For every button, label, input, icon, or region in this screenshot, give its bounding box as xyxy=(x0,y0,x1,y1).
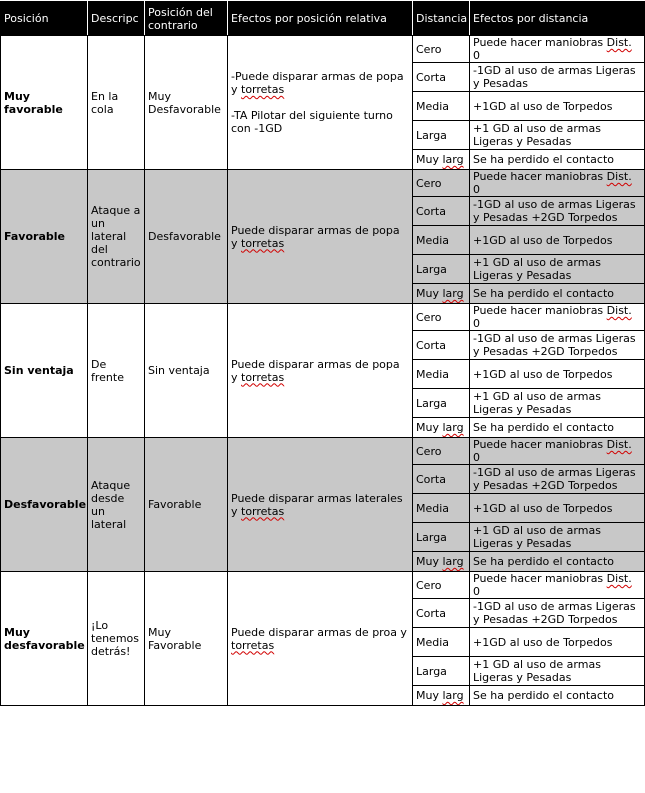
cell-descripcion: De frente xyxy=(88,304,145,438)
cell-posicion-contrario: Favorable xyxy=(145,438,228,572)
table-row xyxy=(1,36,645,63)
cell-efecto-distancia: Se ha perdido el contacto xyxy=(470,284,645,304)
efecto-text: Puede disparar armas de proa y torretas xyxy=(231,625,407,652)
cell-efectos-relativa xyxy=(228,438,413,572)
cell-efecto-distancia: -1GD al uso de armas Ligeras y Pesadas +2GD Torpedos xyxy=(470,331,645,360)
table-row xyxy=(1,170,645,197)
cell-distancia: Corta xyxy=(413,599,470,628)
cell-efecto-distancia: +1 GD al uso de armas Ligeras y Pesadas xyxy=(470,255,645,284)
cell-distancia: Muy larg xyxy=(413,418,470,438)
cell-distancia: Corta xyxy=(413,197,470,226)
cell-efecto-distancia: +1 GD al uso de armas Ligeras y Pesadas xyxy=(470,523,645,552)
cell-efecto-distancia: +1 GD al uso de armas Ligeras y Pesadas xyxy=(470,657,645,686)
header-efectos-relativa: Efectos por posición relativa xyxy=(228,2,413,36)
cell-efecto-distancia: -1GD al uso de armas Ligeras y Pesadas xyxy=(470,63,645,92)
table-row xyxy=(1,304,645,331)
cell-distancia: Cero xyxy=(413,36,470,63)
efecto-text: -Puede disparar armas de popa y torretas xyxy=(231,70,404,96)
cell-distancia: Cero xyxy=(413,304,470,331)
cell-descripcion: ¡Lo tenemos detrás! xyxy=(88,572,145,706)
cell-efecto-distancia: +1GD al uso de Torpedos xyxy=(470,92,645,121)
cell-efecto-distancia: +1GD al uso de Torpedos xyxy=(470,628,645,657)
cell-posicion-contrario: Desfavorable xyxy=(145,170,228,304)
cell-distancia: Larga xyxy=(413,657,470,686)
cell-distancia: Cero xyxy=(413,438,470,465)
cell-distancia: Corta xyxy=(413,465,470,494)
cell-efectos-relativa xyxy=(228,572,413,706)
cell-distancia: Muy larg xyxy=(413,686,470,706)
header-distancia: Distancia xyxy=(413,2,470,36)
cell-descripcion: Ataque desde un lateral xyxy=(88,438,145,572)
cell-efecto-distancia: Puede hacer maniobras Dist. 0 xyxy=(470,304,645,331)
cell-distancia: Media xyxy=(413,628,470,657)
cell-efecto-distancia: Puede hacer maniobras Dist. 0 xyxy=(470,572,645,599)
cell-descripcion: Ataque a un lateral del contrario xyxy=(88,170,145,304)
header-posicion: Posición xyxy=(1,2,88,36)
efecto-text: Puede disparar armas de popa y torretas xyxy=(231,223,400,250)
cell-distancia: Corta xyxy=(413,63,470,92)
cell-efecto-distancia: +1GD al uso de Torpedos xyxy=(470,360,645,389)
cell-distancia: Larga xyxy=(413,255,470,284)
cell-efecto-distancia: +1 GD al uso de armas Ligeras y Pesadas xyxy=(470,121,645,150)
cell-distancia: Larga xyxy=(413,121,470,150)
cell-efecto-distancia: Puede hacer maniobras Dist. 0 xyxy=(470,170,645,197)
cell-efecto-distancia: Se ha perdido el contacto xyxy=(470,552,645,572)
cell-efecto-distancia: Se ha perdido el contacto xyxy=(470,418,645,438)
cell-posicion: Sin ventaja xyxy=(1,304,88,438)
header-posicion-contrario: Posición del contrario xyxy=(145,2,228,36)
table-row xyxy=(1,438,645,465)
table-row xyxy=(1,572,645,599)
cell-posicion-contrario: Muy Favorable xyxy=(145,572,228,706)
cell-posicion-contrario: Sin ventaja xyxy=(145,304,228,438)
cell-distancia: Cero xyxy=(413,170,470,197)
cell-efecto-distancia: Puede hacer maniobras Dist. 0 xyxy=(470,36,645,63)
cell-posicion: Desfavorable xyxy=(1,438,88,572)
cell-distancia: Muy larg xyxy=(413,150,470,170)
cell-distancia: Media xyxy=(413,494,470,523)
cell-distancia: Larga xyxy=(413,389,470,418)
cell-efectos-relativa xyxy=(228,304,413,438)
header-efectos-distancia: Efectos por distancia xyxy=(470,2,645,36)
cell-descripcion: En la cola xyxy=(88,36,145,170)
header-row xyxy=(1,2,645,36)
header-descripcion: Descripc xyxy=(88,2,145,36)
cell-efecto-distancia: Se ha perdido el contacto xyxy=(470,686,645,706)
cell-efecto-distancia: -1GD al uso de armas Ligeras y Pesadas +2GD Torpedos xyxy=(470,197,645,226)
cell-distancia: Muy larg xyxy=(413,552,470,572)
cell-posicion: Muy desfavorable xyxy=(1,572,88,706)
cell-distancia: Larga xyxy=(413,523,470,552)
cell-efecto-distancia: +1GD al uso de Torpedos xyxy=(470,226,645,255)
cell-efecto-distancia: +1 GD al uso de armas Ligeras y Pesadas xyxy=(470,389,645,418)
cell-distancia: Media xyxy=(413,92,470,121)
cell-distancia: Media xyxy=(413,360,470,389)
cell-posicion-contrario: Muy Desfavorable xyxy=(145,36,228,170)
cell-efectos-relativa xyxy=(228,36,413,170)
efecto-text: Puede disparar armas de popa y torretas xyxy=(231,357,400,384)
cell-distancia: Muy larg xyxy=(413,284,470,304)
combat-position-table xyxy=(0,1,645,706)
efecto-text: Puede disparar armas laterales y torretas xyxy=(231,491,403,518)
cell-distancia: Cero xyxy=(413,572,470,599)
cell-efecto-distancia: Puede hacer maniobras Dist. 0 xyxy=(470,438,645,465)
cell-efecto-distancia: -1GD al uso de armas Ligeras y Pesadas +2GD Torpedos xyxy=(470,599,645,628)
cell-efectos-relativa xyxy=(228,170,413,304)
cell-efecto-distancia: -1GD al uso de armas Ligeras y Pesadas +2GD Torpedos xyxy=(470,465,645,494)
cell-distancia: Corta xyxy=(413,331,470,360)
efecto-text: -TA Pilotar del siguiente turno con -1GD xyxy=(231,109,393,135)
cell-posicion: Favorable xyxy=(1,170,88,304)
cell-efecto-distancia: Se ha perdido el contacto xyxy=(470,150,645,170)
cell-distancia: Media xyxy=(413,226,470,255)
cell-posicion: Muy favorable xyxy=(1,36,88,170)
cell-efecto-distancia: +1GD al uso de Torpedos xyxy=(470,494,645,523)
